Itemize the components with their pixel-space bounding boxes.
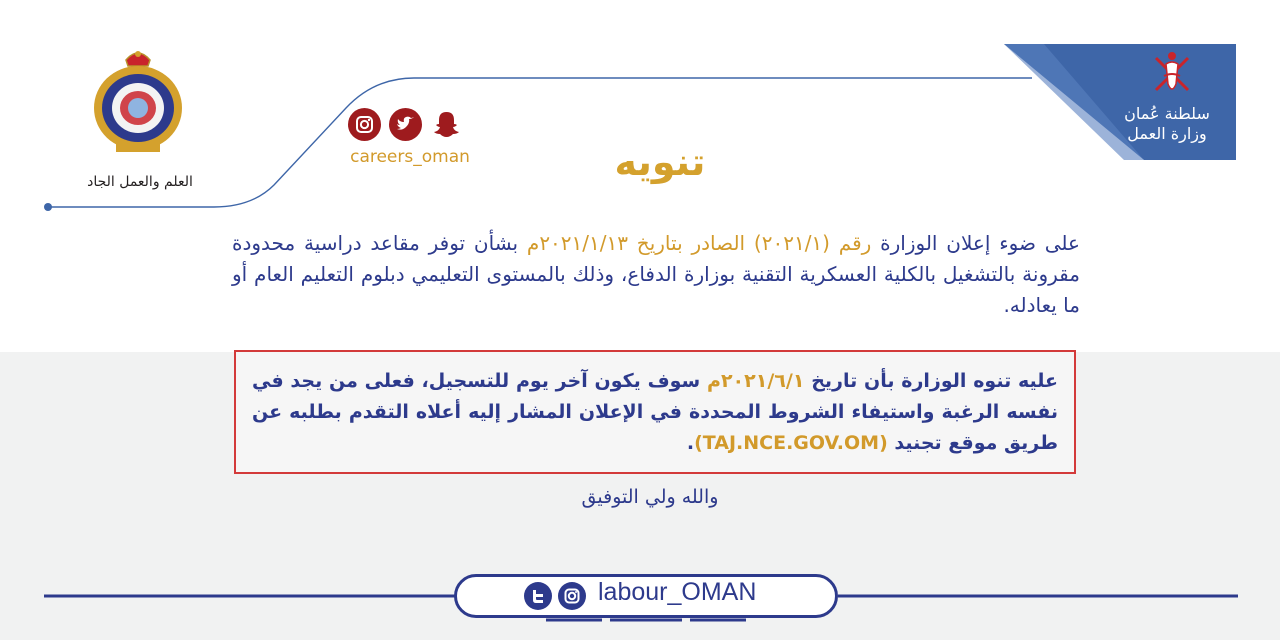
paragraph-text-part1: على ضوء إعلان الوزارة <box>871 231 1080 255</box>
notice-box <box>234 350 1076 474</box>
notice-text-part1: عليه تنوه الوزارة بأن تاريخ <box>804 370 1058 392</box>
instagram-icon[interactable] <box>558 582 586 610</box>
website-link[interactable]: (TAJ.NCE.GOV.OM) <box>694 432 888 454</box>
ministry-name-line1: سلطنة عُمان <box>1124 104 1210 123</box>
announcement-paragraph <box>232 228 1080 321</box>
notice-text-end: . <box>686 432 695 454</box>
instagram-icon[interactable] <box>348 108 381 141</box>
twitter-icon[interactable] <box>524 582 552 610</box>
college-motto: العلم والعمل الجاد <box>87 174 193 190</box>
footer-social-icons <box>524 582 586 610</box>
closing-text: والله ولي التوفيق <box>581 486 719 508</box>
notice-text-part2: سوف يكون آخر يوم للتسجيل، فعلى من يجد في نفسه الرغبة واستيفاء الشروط المحددة في الإعلان المشار إليه أعلاه التقدم بطلبه عن طريق موقع تجنيد <box>252 370 1058 454</box>
page-title: تنويه <box>614 140 706 184</box>
notice-date: ٢٠٢١/٦/١م <box>707 370 805 392</box>
twitter-icon[interactable] <box>389 108 422 141</box>
military-college-emblem-icon <box>88 46 188 158</box>
social-handle[interactable]: careers_oman <box>350 147 470 167</box>
social-icons <box>348 108 468 144</box>
paragraph-text-part2: بشأن توفر مقاعد دراسية محدودة مقرونة بالتشغيل بالكلية العسكرية التقنية بوزارة الدفاع، وذلك بالمستوى التعليمي دبلوم التعليم العام أو ما يعادله. <box>232 231 1080 317</box>
snapchat-icon[interactable] <box>430 108 463 141</box>
paragraph-highlight: رقم (٢٠٢١/١) الصادر بتاريخ ٢٠٢١/١/١٣م <box>526 231 872 255</box>
ministry-name <box>1108 104 1226 144</box>
ministry-name-line2: وزارة العمل <box>1127 124 1207 143</box>
footer-handle[interactable]: labour_OMAN <box>598 578 757 606</box>
